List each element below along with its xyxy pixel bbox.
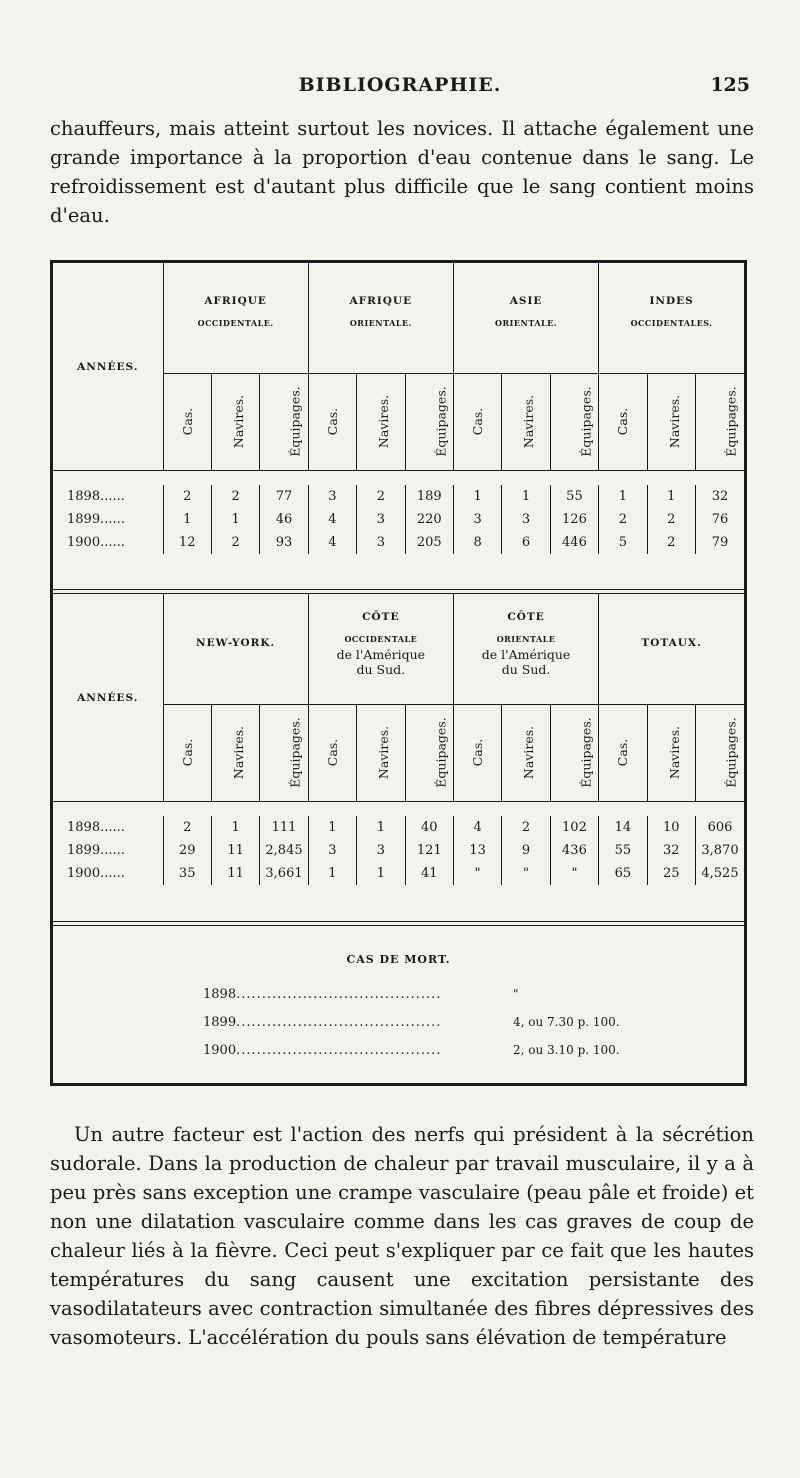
col-header-navires: Navires. bbox=[211, 374, 259, 471]
group-header: AFRIQUE ORIENTALE. bbox=[308, 263, 453, 361]
col-header-cas: Cas. bbox=[163, 705, 211, 802]
col-header-cas: Cas. bbox=[599, 374, 647, 471]
col-header-navires: Navires. bbox=[647, 374, 695, 471]
group-brace bbox=[163, 361, 308, 374]
group-brace bbox=[599, 692, 744, 705]
col-header-cas: Cas. bbox=[308, 374, 356, 471]
col-header-navires: Navires. bbox=[502, 705, 550, 802]
col-header-equipages: Équipages. bbox=[550, 374, 598, 471]
table-row: 1900...... 35 11 3,661 1 1 41 " " " 65 25 4,525 bbox=[53, 862, 744, 885]
col-header-equipages: Équipages. bbox=[260, 374, 308, 471]
table-row: 1899...... 29 11 2,845 3 3 121 13 9 436 55 32 3,870 bbox=[53, 839, 744, 862]
deaths-row: 1898........................................ " bbox=[203, 987, 519, 1002]
deaths-row: 1900........................................ 2, ou 3.10 p. 100. bbox=[203, 1043, 620, 1058]
paragraph-nerves: Un autre facteur est l'action des nerfs qui président à la sécrétion sudorale. Dans la production de chaleur par travail musculaire, il y a à peu près sans exception une crampe vasculaire (peau pâle et froide) et non une dilatation vasculaire comme dans les cas graves de coup de chaleur liés à la fièvre. Ceci peut s'expliquer par ce fait que les hautes températures du sang causent une excitation persistante des vasodilatateurs avec contraction simultanée des fibres dépressives des vasomoteurs. L'accélération du pouls sans élévation de température bbox=[50, 1123, 754, 1349]
col-header-cas: Cas. bbox=[599, 705, 647, 802]
col-header-equipages: Équipages. bbox=[695, 374, 744, 471]
col-header-navires: Navires. bbox=[647, 705, 695, 802]
table-row: 1898...... 2 2 77 3 2 189 1 1 55 1 1 32 bbox=[53, 485, 744, 508]
group-brace bbox=[163, 692, 308, 705]
col-header-navires: Navires. bbox=[502, 374, 550, 471]
group-brace bbox=[453, 692, 598, 705]
table-row: 1900...... 12 2 93 4 3 205 8 6 446 5 2 79 bbox=[53, 531, 744, 554]
annees-header: ANNÉES. bbox=[77, 360, 139, 373]
deaths-section bbox=[53, 953, 744, 1058]
group-header: NEW-YORK. bbox=[163, 594, 308, 692]
col-header-equipages: Équipages. bbox=[260, 705, 308, 802]
statistics-table bbox=[50, 260, 747, 1086]
table-regions-1 bbox=[53, 263, 744, 568]
table-double-rule bbox=[53, 921, 744, 926]
group-brace bbox=[308, 692, 453, 705]
col-header-cas: Cas. bbox=[453, 374, 501, 471]
deaths-row: 1899........................................ 4, ou 7.30 p. 100. bbox=[203, 1015, 620, 1030]
group-header: INDES OCCIDENTALES. bbox=[599, 263, 744, 361]
group-brace bbox=[308, 361, 453, 374]
group-header: CÔTE ORIENTALE de l'Amérique du Sud. bbox=[453, 594, 598, 692]
col-header-equipages: Équipages. bbox=[695, 705, 744, 802]
running-title: BIBLIOGRAPHIE. bbox=[298, 74, 502, 96]
group-header: AFRIQUE OCCIDENTALE. bbox=[163, 263, 308, 361]
table-row: 1899...... 1 1 46 4 3 220 3 3 126 2 2 76 bbox=[53, 508, 744, 531]
col-header-cas: Cas. bbox=[453, 705, 501, 802]
col-header-equipages: Équipages. bbox=[405, 374, 453, 471]
group-brace bbox=[453, 361, 598, 374]
col-header-cas: Cas. bbox=[163, 374, 211, 471]
paragraph-intro: chauffeurs, mais atteint surtout les novices. Il attache également une grande importance à la proportion d'eau contenue dans le sang. Le refroidissement est d'autant plus difficile que le sang contient moins d'eau. bbox=[50, 117, 754, 227]
deaths-title: CAS DE MORT. bbox=[346, 953, 451, 966]
group-header: TOTAUX. bbox=[599, 594, 744, 692]
table-regions-2 bbox=[53, 594, 744, 899]
col-header-equipages: Équipages. bbox=[550, 705, 598, 802]
group-brace bbox=[599, 361, 744, 374]
col-header-equipages: Équipages. bbox=[405, 705, 453, 802]
annees-header: ANNÉES. bbox=[77, 691, 139, 704]
group-header: ASIE ORIENTALE. bbox=[453, 263, 598, 361]
group-header: CÔTE OCCIDENTALE de l'Amérique du Sud. bbox=[308, 594, 453, 692]
page-header bbox=[50, 70, 750, 104]
col-header-cas: Cas. bbox=[308, 705, 356, 802]
col-header-navires: Navires. bbox=[357, 705, 405, 802]
col-header-navires: Navires. bbox=[211, 705, 259, 802]
table-row: 1898...... 2 1 111 1 1 40 4 2 102 14 10 606 bbox=[53, 816, 744, 839]
page-number: 125 bbox=[710, 74, 750, 96]
col-header-navires: Navires. bbox=[357, 374, 405, 471]
